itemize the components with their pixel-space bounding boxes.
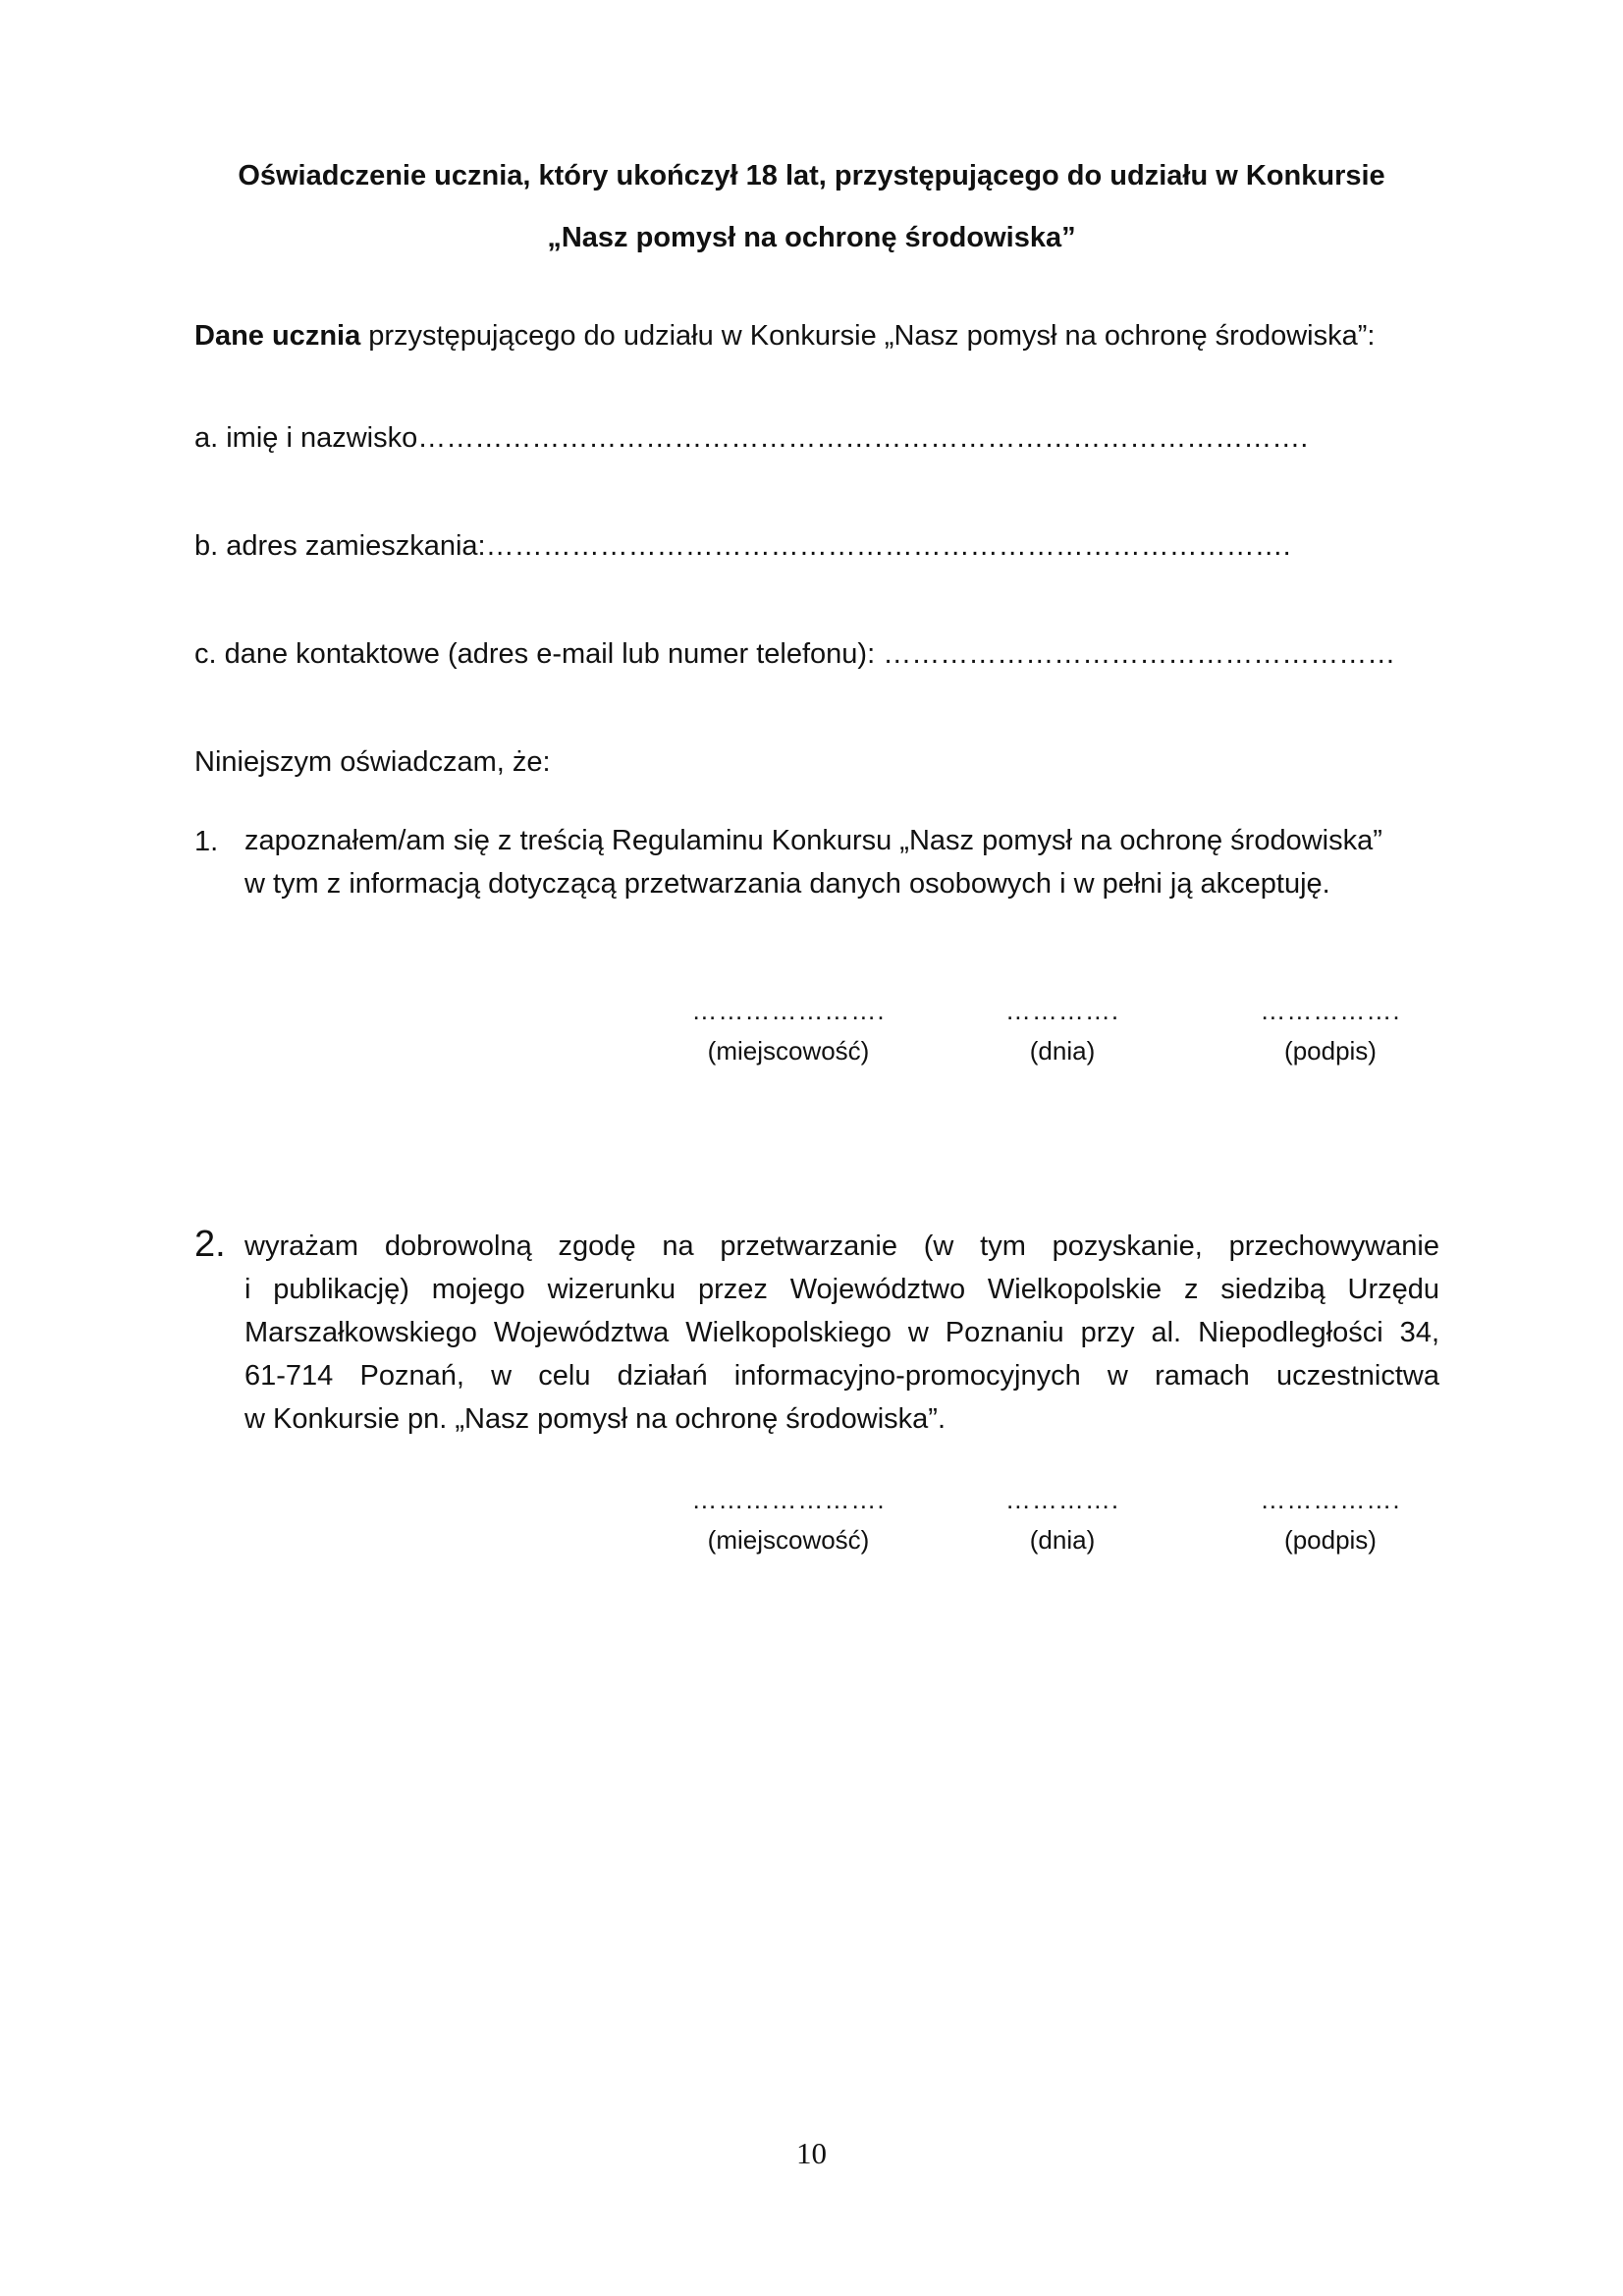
place-signature-line[interactable]: …………………. — [691, 996, 886, 1025]
item-2-line: Marszałkowskiego Województwa Wielkopolskiego w Poznaniu przy al. Niepodległości 34, — [244, 1317, 1439, 1348]
item-2-line: w Konkursie pn. „Nasz pomysł na ochronę środowiska”. — [244, 1403, 947, 1435]
item-2-text — [244, 1225, 1439, 1441]
item-2-line: wyrażam dobrowolną zgodę na przetwarzanie (w tym pozyskanie, przechowywanie — [244, 1230, 1439, 1262]
page-title: Oświadczenie ucznia, który ukończył 18 lat, przystępującego do udziału w Konkursie — [238, 160, 1385, 191]
name-field[interactable]: a. imię i nazwisko…………………………………………………………………………………. — [194, 422, 1309, 454]
signature-label: (podpis) — [1284, 1036, 1377, 1066]
signature-line[interactable]: ……………. — [1260, 996, 1401, 1025]
item-1-text — [244, 819, 1439, 905]
declaration-lead: Niniejszym oświadczam, że: — [194, 746, 551, 778]
date-label: (dnia) — [1029, 1036, 1096, 1066]
item-1-line: w tym z informacją dotyczącą przetwarzania danych osobowych i w pełni ją akceptuję. — [244, 868, 1330, 900]
student-data-label: Dane ucznia — [194, 320, 361, 352]
item-2-line: 61-714 Poznań, w celu działań informacyjno-promocyjnych w ramach uczestnictwa — [244, 1360, 1439, 1392]
signature-line[interactable]: ……………. — [1260, 1485, 1401, 1514]
date-signature-line[interactable]: …………. — [1004, 996, 1120, 1025]
date-label: (dnia) — [1029, 1525, 1096, 1555]
date-signature-line[interactable]: …………. — [1004, 1485, 1120, 1514]
signature-label: (podpis) — [1284, 1525, 1377, 1555]
student-data-intro — [194, 320, 1375, 353]
student-data-intro-text: przystępującego do udziału w Konkursie „Nasz pomysł na ochronę środowiska”: — [360, 320, 1376, 352]
item-2-line: i publikację) mojego wizerunku przez Województwo Wielkopolskie z siedzibą Urzędu — [244, 1274, 1439, 1305]
place-label: (miejscowość) — [707, 1036, 870, 1066]
item-1-number: 1. — [194, 826, 219, 857]
page-number: 10 — [796, 2136, 827, 2170]
item-1-line: zapoznałem/am się z treścią Regulaminu Konkursu „Nasz pomysł na ochronę środowiska” — [244, 825, 1382, 856]
competition-name-title: „Nasz pomysł na ochronę środowiska” — [547, 222, 1076, 253]
contact-field[interactable]: c. dane kontaktowe (adres e-mail lub numer telefonu): ……………………………………………… — [194, 638, 1396, 670]
item-2-number: 2. — [194, 1224, 226, 1265]
place-label: (miejscowość) — [707, 1525, 870, 1555]
address-field[interactable]: b. adres zamieszkania:…………………………………………………………………………. — [194, 530, 1291, 562]
place-signature-line[interactable]: …………………. — [691, 1485, 886, 1514]
